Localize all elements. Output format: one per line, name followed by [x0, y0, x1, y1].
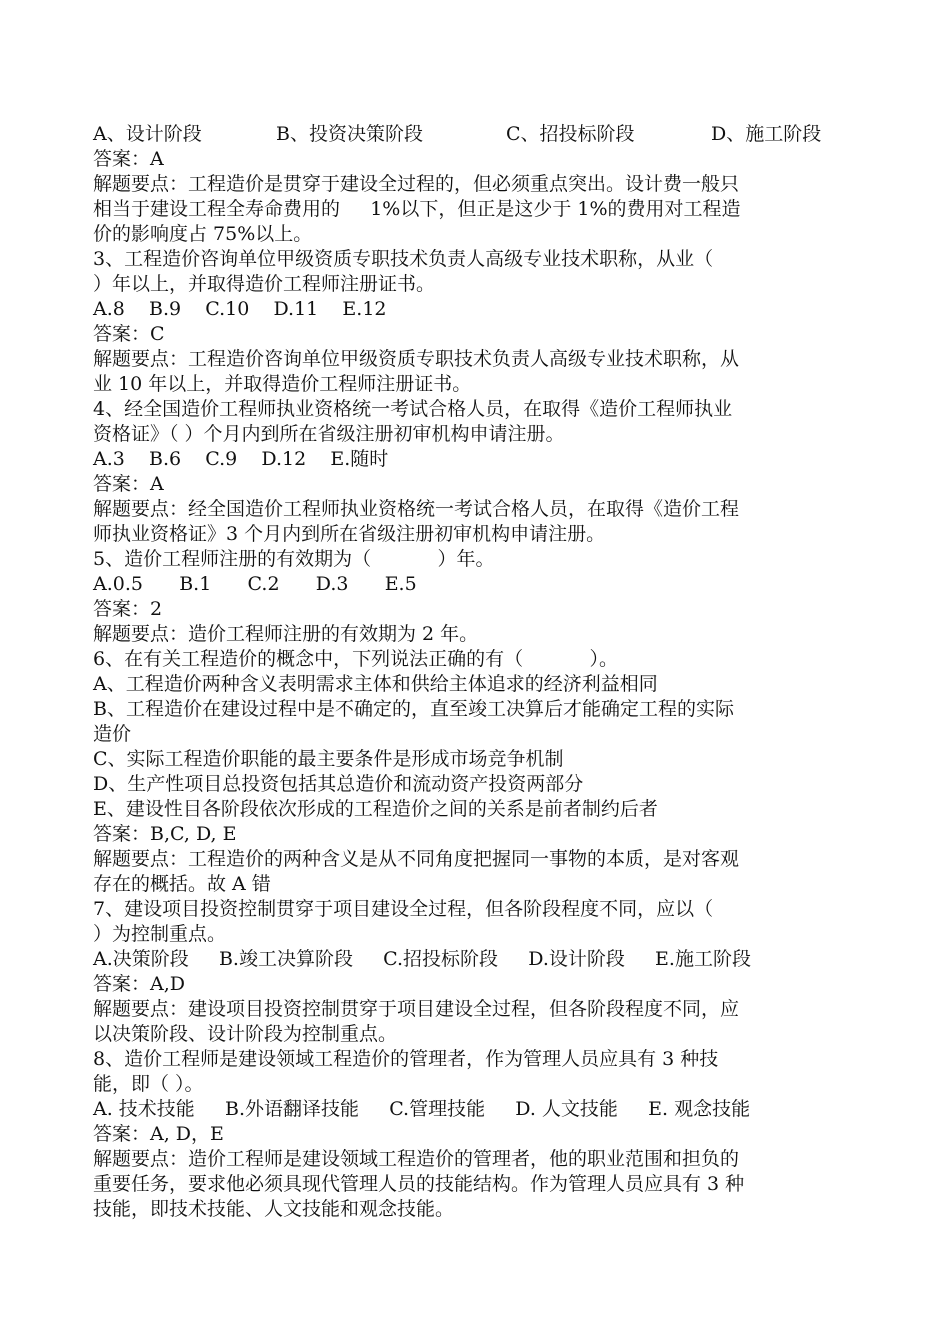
q4-answer: 答案：A	[93, 473, 164, 495]
q7-explain-line: 以决策阶段、设计阶段为控制重点。	[93, 1023, 398, 1045]
q6-question-line: 6、在有关工程造价的概念中，下列说法正确的有（ ）。	[93, 648, 619, 670]
q3-explain-line: 业 10 年以上，并取得造价工程师注册证书。	[93, 373, 472, 395]
q6-option-line: E、建设性目各阶段依次形成的工程造价之间的关系是前者制约后者	[93, 798, 658, 820]
q7-question-line: ）为控制重点。	[93, 923, 227, 945]
q3-answer: 答案：C	[93, 323, 165, 345]
q4-explain-line: 师执业资格证》3 个月内到所在省级注册初审机构申请注册。	[93, 523, 606, 545]
q3-options: A.8 B.9 C.10 D.11 E.12	[93, 298, 387, 320]
q5-answer: 答案：2	[93, 598, 163, 620]
q8-question-line: 8、造价工程师是建设领域工程造价的管理者，作为管理人员应具有 3 种技	[93, 1048, 719, 1070]
q6-option-line: D、生产性项目总投资包括其总造价和流动资产投资两部分	[93, 773, 584, 795]
q4-options: A.3 B.6 C.9 D.12 E.随时	[93, 448, 389, 470]
q2-option-b: B、投资决策阶段	[276, 123, 423, 145]
q2-explain-line: 价的影响度占 75%以上。	[93, 223, 313, 245]
q2-option-c: C、招投标阶段	[506, 123, 635, 145]
q7-explain-line: 解题要点：建设项目投资控制贯穿于项目建设全过程，但各阶段程度不同，应	[93, 998, 740, 1020]
q8-question-line: 能，即（ ）。	[93, 1073, 204, 1095]
q3-question-line: ）年以上，并取得造价工程师注册证书。	[93, 273, 436, 295]
q2-explain-line: 解题要点：工程造价是贯穿于建设全过程的，但必须重点突出。设计费一般只	[93, 173, 740, 195]
q8-options: A. 技术技能 B.外语翻译技能 C.管理技能 D. 人文技能 E. 观念技能	[93, 1098, 751, 1120]
q4-question-line: 4、经全国造价工程师执业资格统一考试合格人员，在取得《造价工程师执业	[93, 398, 733, 420]
q2-option-a: A、设计阶段	[93, 123, 202, 145]
q6-explain-line: 解题要点：工程造价的两种含义是从不同角度把握同一事物的本质，是对客观	[93, 848, 740, 870]
document-page	[93, 122, 863, 1222]
q8-explain-line: 技能，即技术技能、人文技能和观念技能。	[93, 1198, 455, 1220]
q6-option-line: 造价	[93, 723, 132, 745]
q8-explain-line: 解题要点：造价工程师是建设领域工程造价的管理者，他的职业范围和担负的	[93, 1148, 740, 1170]
q5-options: A.0.5 B.1 C.2 D.3 E.5	[93, 573, 417, 595]
q6-option-line: C、实际工程造价职能的最主要条件是形成市场竞争机制	[93, 748, 564, 770]
q5-question-line: 5、造价工程师注册的有效期为（ ）年。	[93, 548, 495, 570]
q6-explain-line: 存在的概括。故 A 错	[93, 873, 271, 895]
q7-options: A.决策阶段 B.竣工决算阶段 C.招投标阶段 D.设计阶段 E.施工阶段	[93, 948, 751, 970]
q2-option-d: D、施工阶段	[711, 123, 822, 145]
q3-explain-line: 解题要点：工程造价咨询单位甲级资质专职技术负责人高级专业技术职称，从	[93, 348, 740, 370]
q7-question-line: 7、建设项目投资控制贯穿于项目建设全过程，但各阶段程度不同，应以（	[93, 898, 714, 920]
q6-option-line: B、工程造价在建设过程中是不确定的，直至竣工决算后才能确定工程的实际	[93, 698, 734, 720]
q6-answer: 答案：B,C, D, E	[93, 823, 237, 845]
q8-answer: 答案：A, D，E	[93, 1123, 224, 1145]
q6-option-line: A、工程造价两种含义表明需求主体和供给主体追求的经济利益相同	[93, 673, 658, 695]
q4-explain-line: 解题要点：经全国造价工程师执业资格统一考试合格人员，在取得《造价工程	[93, 498, 740, 520]
q4-question-line: 资格证》（ ）个月内到所在省级注册初审机构申请注册。	[93, 423, 565, 445]
q2-options	[93, 122, 863, 147]
q8-explain-line: 重要任务，要求他必须具现代管理人员的技能结构。作为管理人员应具有 3 种	[93, 1173, 745, 1195]
q5-explain-line: 解题要点：造价工程师注册的有效期为 2 年。	[93, 623, 479, 645]
q2-answer: 答案：A	[93, 148, 164, 170]
q3-question-line: 3、工程造价咨询单位甲级资质专职技术负责人高级专业技术职称，从业（	[93, 248, 714, 270]
q7-answer: 答案：A,D	[93, 973, 185, 995]
q2-explain-line: 相当于建设工程全寿命费用的 1%以下，但正是这少于 1%的费用对工程造	[93, 198, 741, 220]
